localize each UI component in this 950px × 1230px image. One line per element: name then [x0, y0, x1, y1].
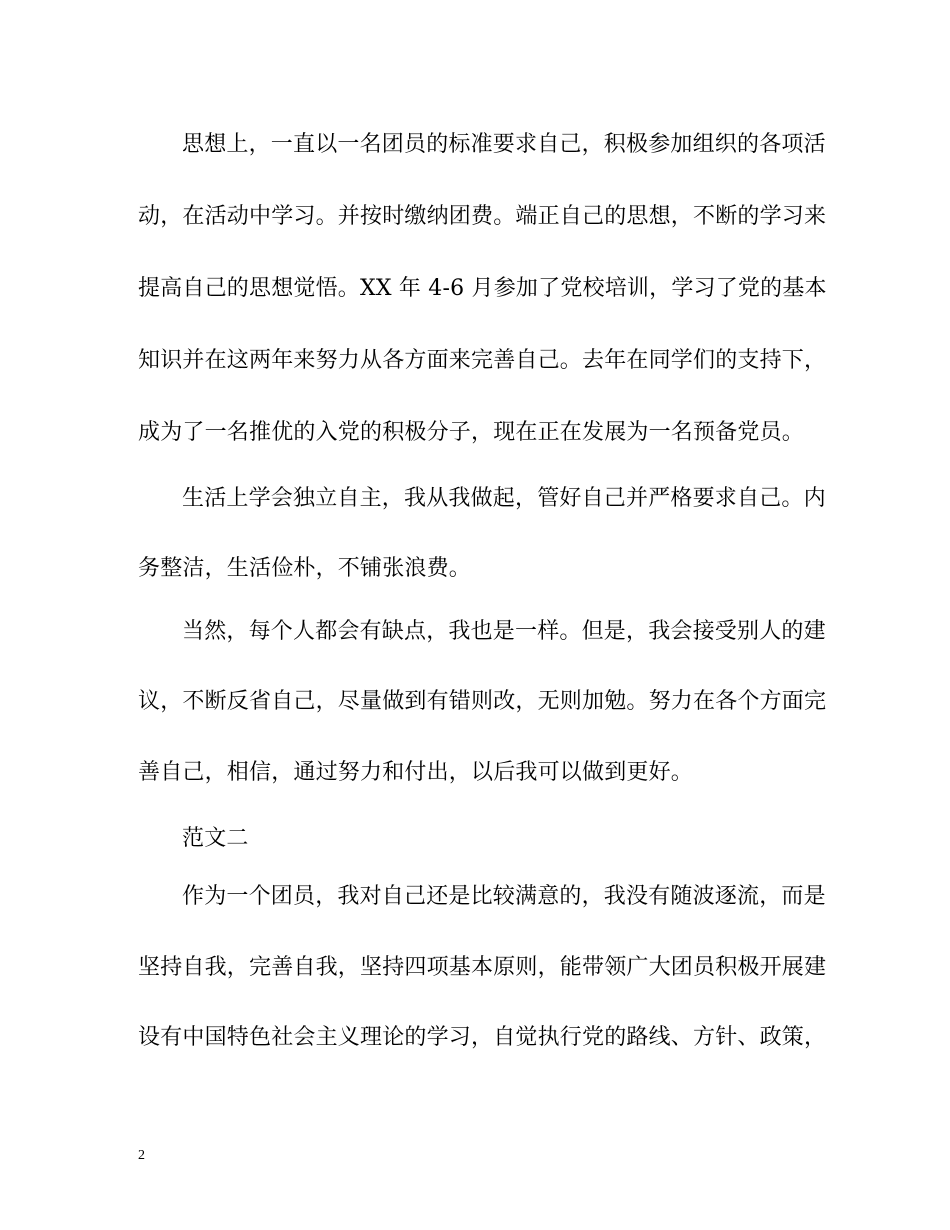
paragraph-line: 善自己，相信，通过努力和付出，以后我可以做到更好。	[138, 760, 694, 785]
paragraph-line: 思想上，一直以一名团员的标准要求自己，积极参加组织的各项活	[182, 132, 826, 157]
page-number: 2	[138, 1148, 145, 1163]
paragraph-line: 坚持自我，完善自我，坚持四项基本原则，能带领广大团员积极开展建	[138, 955, 827, 980]
paragraph-line: 作为一个团员，我对自己还是比较满意的，我没有随波逐流，而是	[182, 884, 826, 909]
paragraph-line: 当然，每个人都会有缺点，我也是一样。但是，我会接受别人的建	[182, 619, 826, 644]
section-heading: 范文二	[182, 826, 249, 851]
paragraph-line: 设有中国特色社会主义理论的学习，自觉执行党的路线、方针、政策，	[138, 1025, 827, 1050]
paragraph-line: 成为了一名推优的入党的积极分子，现在正在发展为一名预备党员。	[138, 420, 805, 445]
paragraph-line: 务整洁，生活俭朴，不铺张浪费。	[138, 556, 472, 581]
paragraph-line: 生活上学会独立自主，我从我做起，管好自己并严格要求自己。内	[182, 486, 826, 511]
paragraph-line: 知识并在这两年来努力从各方面来完善自己。去年在同学们的支持下，	[138, 348, 827, 373]
paragraph-line: 议，不断反省自己，尽量做到有错则改，无则加勉。努力在各个方面完	[138, 689, 827, 714]
paragraph-line: 动，在活动中学习。并按时缴纳团费。端正自己的思想，不断的学习来	[138, 204, 827, 229]
paragraph-line: 提高自己的思想觉悟。XX 年 4-6 月参加了党校培训，学习了党的基本	[138, 276, 827, 301]
